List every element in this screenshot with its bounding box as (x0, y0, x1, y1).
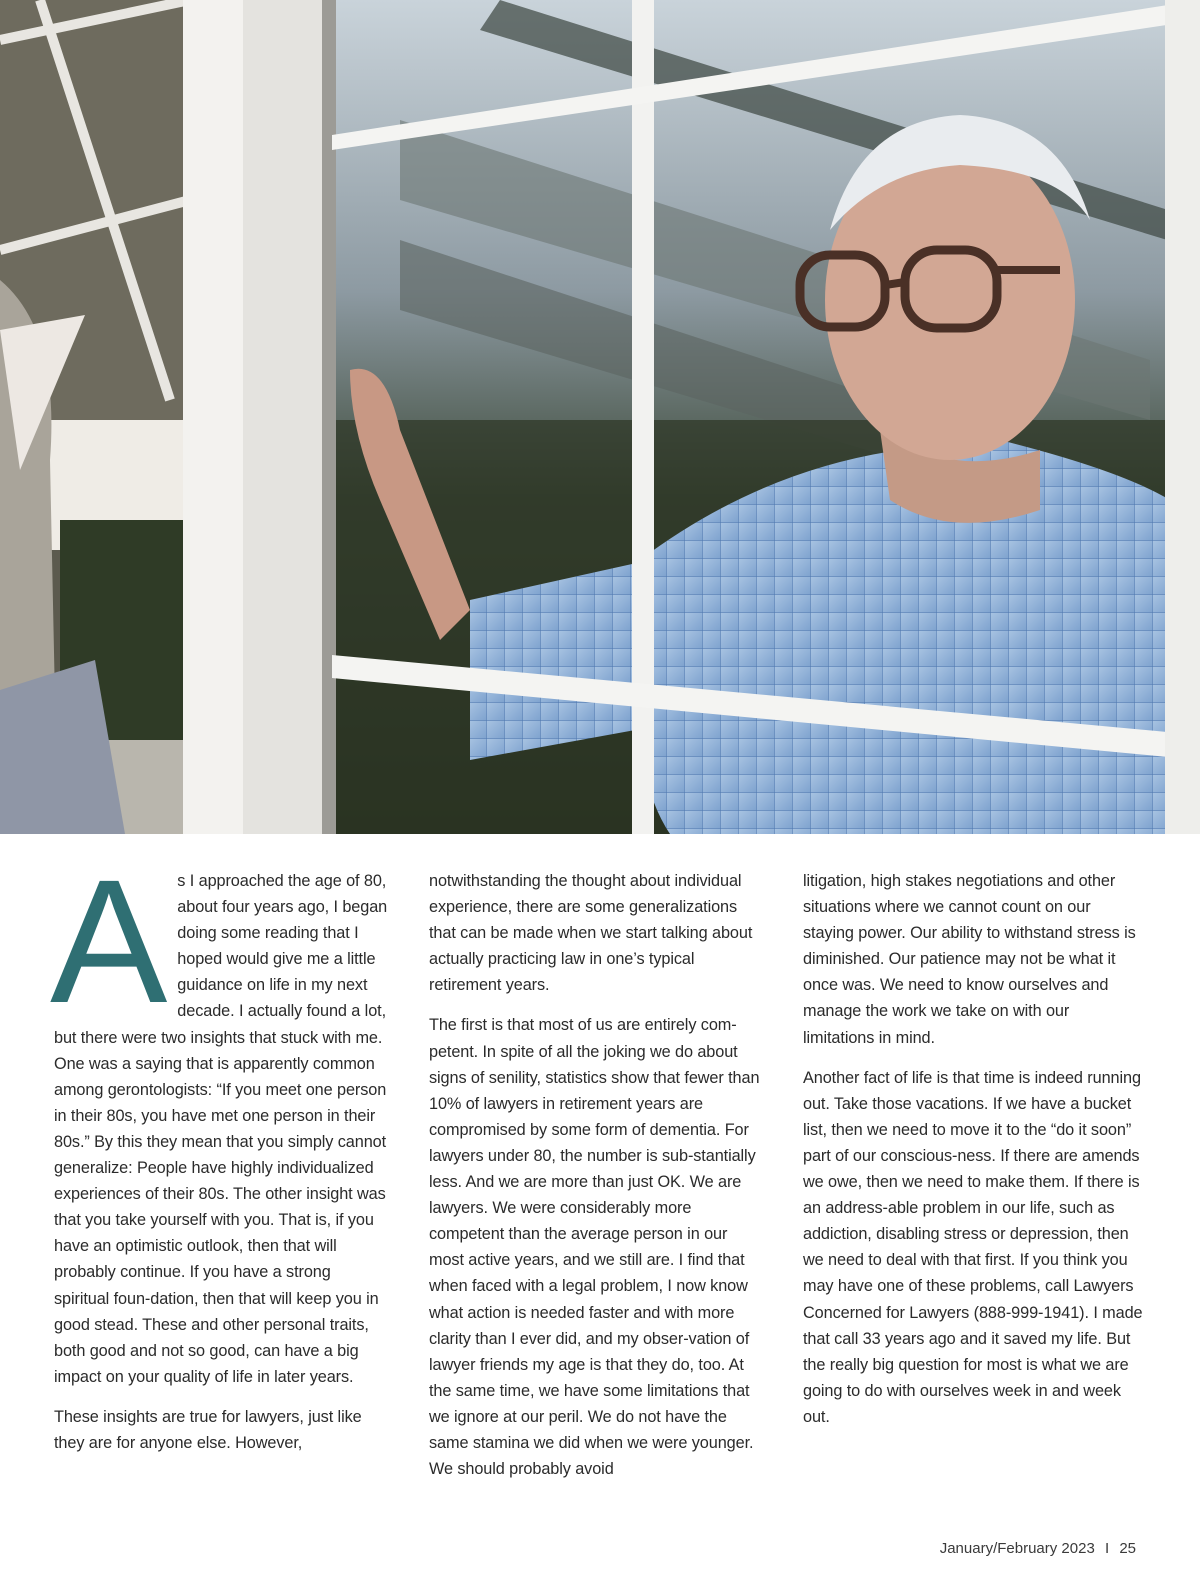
paragraph: litigation, high stakes negotiations and other situations where we cannot count on our staying power. Our ability to withstand stress is diminished. Our patience may not be what it once was. We need to know ourselves and manage the work we take on with our limitations in mind. (803, 872, 1136, 1047)
article-column-1 (50, 844, 390, 1470)
page-number: 25 (1119, 1540, 1136, 1557)
paragraph: The first is that most of us are entirely com-petent. In spite of all the joking we do about signs of senility, statistics show that fewer than 10% of lawyers in retirement years are compromised by some form of dementia. For lawyers under 80, the number is sub-stantially less. And we are more than just OK. We are lawyers. We were considerably more competent than the average person in our most active years, and we still are. I find that when faced with a legal problem, I now know what action is needed faster and with more clarity than I ever did, and my obser-vation of lawyer friends my age is that they do, too. At the same time, we have some limitations that we ignore at our peril. We do not have the same stamina we did when we were younger. We should probably avoid (429, 1016, 760, 1479)
paragraph: s I approached the age of 80, about four years ago, I began doing some reading that I hoped would give me a little guidance on life in my next decade. I actually found a lot, but there were two insights that stuck with me. One was a saying that is apparently common among gerontologists: “If you meet one person in their 80s, you have met one person in their 80s.” By this they mean that you simply cannot generalize: People have highly individualized experiences of their 80s. The other insight was that you take yourself with you. That is, if you have an optimistic outlook, then that will probably continue. If you have a strong spiritual foun-dation, then that will keep you in good stead. These and other personal traits, both good and not so good, can have a big impact on your quality of life in later years. (54, 872, 388, 1386)
article-column-3 (803, 868, 1143, 1444)
page-footer (940, 1540, 1136, 1557)
article-column-2 (429, 868, 765, 1496)
paragraph: notwithstanding the thought about individual experience, there are some generalizations that can be made when we start talking about actually practicing law in one’s typical retirement years. (429, 872, 753, 995)
footer-separator: I (1104, 1540, 1110, 1557)
issue-date: January/February 2023 (939, 1540, 1095, 1557)
paragraph: These insights are true for lawyers, just like they are for anyone else. However, (54, 1407, 362, 1452)
paragraph: Another fact of life is that time is indeed running out. Take those vacations. If we have a bucket list, then we need to move it to the “do it soon” part of our conscious-ness. If there are amends we owe, then we need to make them. If there is an address-able problem in our life, such as addiction, disabling stress or depression, then we need to deal with that first. If you think you may have one of these problems, call Lawyers Concerned for Lawyers (888-999-1941). I made that call 33 years ago and it saved my life. But the really big question for most is what we are going to do with ourselves week in and week out. (803, 1068, 1143, 1426)
drop-cap: A (50, 844, 168, 1040)
